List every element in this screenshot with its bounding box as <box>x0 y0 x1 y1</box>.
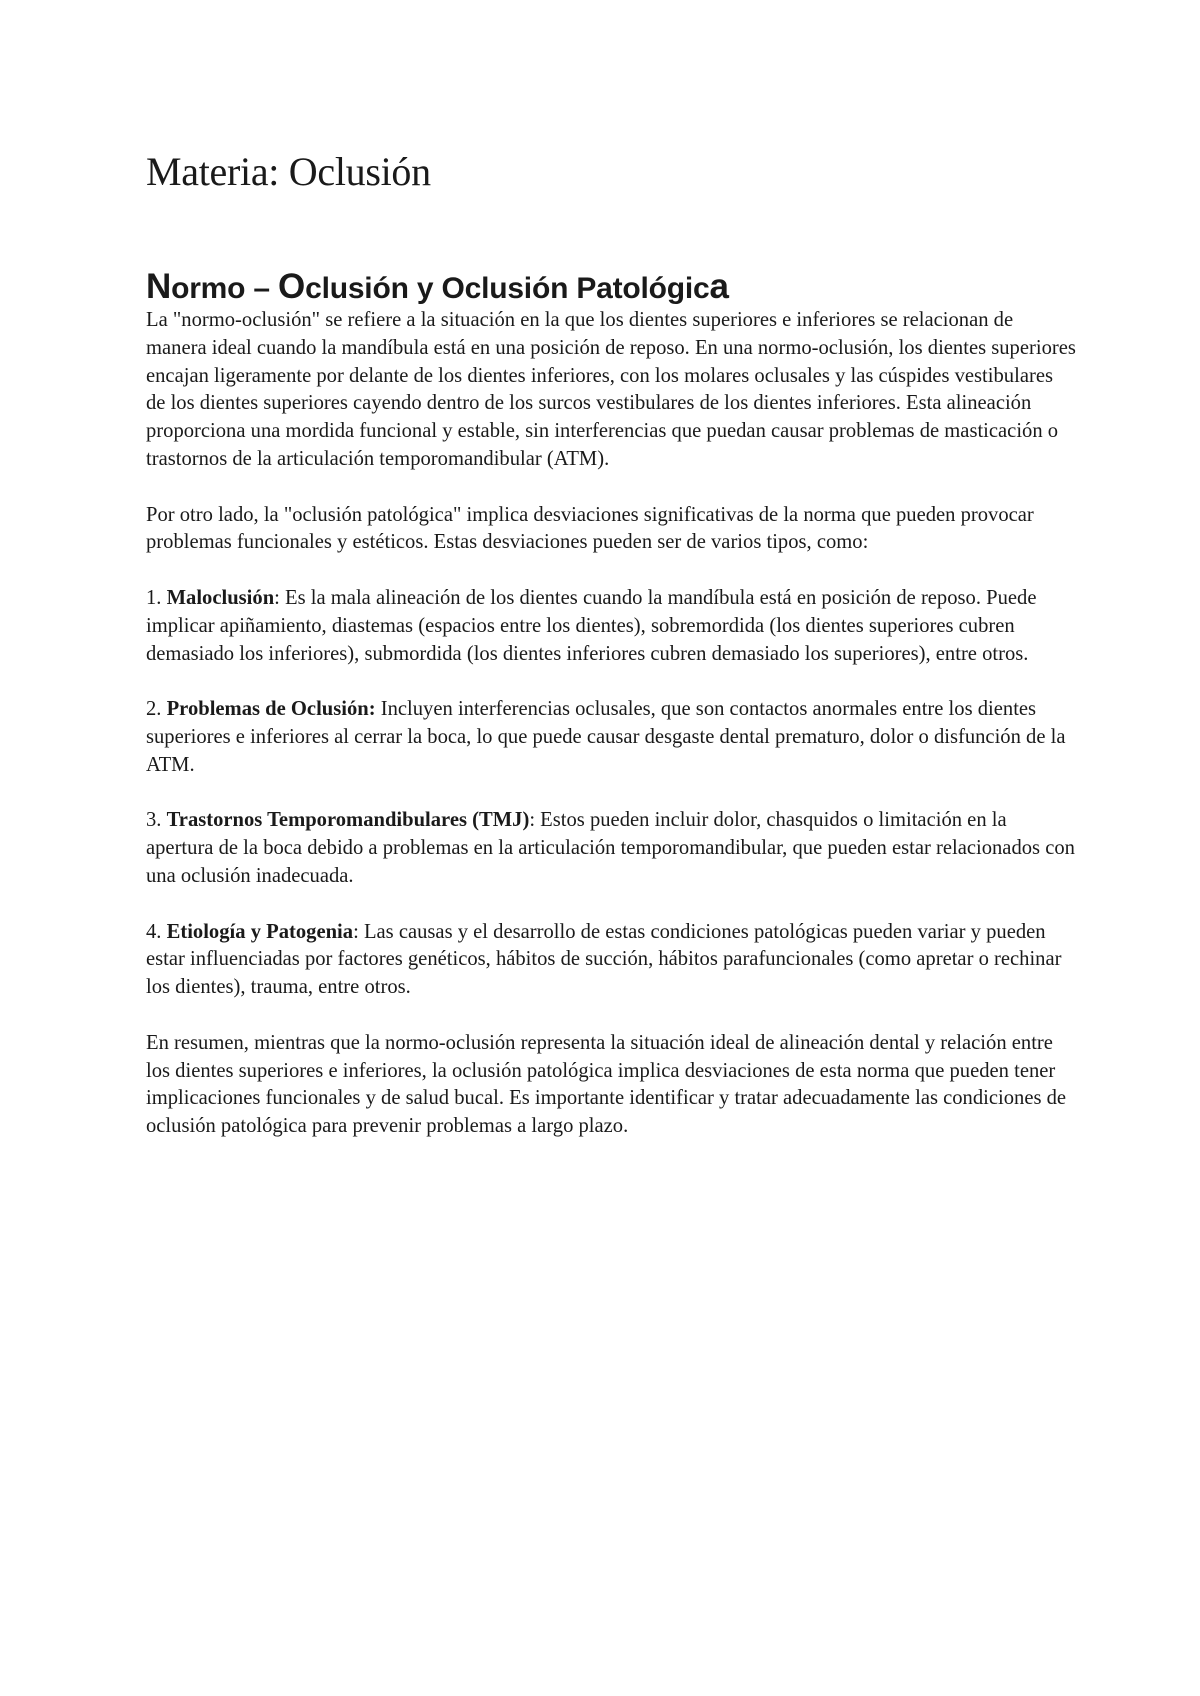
item-number: 3. <box>146 809 167 832</box>
paragraph-normo-oclusion: La "normo-oclusión" se refiere a la situación en la que los dientes superiores e inferiores se relacionan de manera ideal cuando la mandíbula está en una posición de reposo. En una normo-oclusión, los dientes superiores encajan ligeramente por delante de los dientes inferiores, con los molares oclusales y las cúspides vestibulares de los dientes superiores cayendo dentro de los surcos vestibulares de los dientes inferiores. Esta alineación proporciona una mordida funcional y estable, sin interferencias que puedan causar problemas de masticación o trastornos de la articulación temporomandibular (ATM). <box>146 309 1076 470</box>
list-item <box>146 807 1076 890</box>
heading-initial-n: N <box>146 267 172 306</box>
heading-initial-o: O <box>278 267 306 306</box>
heading-text-1: ormo – <box>171 272 279 305</box>
heading-text-2: clusión y Oclusión Patológic <box>305 272 710 305</box>
item-term: Trastornos Temporomandibulares (TMJ) <box>166 809 530 832</box>
item-text: : Las causas y el desarrollo de estas condiciones patológicas pueden variar y pueden estar influenciadas por factores genéticos, hábitos de succión, hábitos parafuncionales (como apretar o rechinar los dientes), trauma, entre otros. <box>146 920 1062 999</box>
section-heading <box>146 269 1076 307</box>
list-item <box>146 585 1076 668</box>
subject-title: Materia: Oclusión <box>146 149 431 194</box>
paragraph-summary: En resumen, mientras que la normo-oclusión representa la situación ideal de alineación dental y relación entre los dientes superiores e inferiores, la oclusión patológica implica desviaciones de esta norma que pueden tener implicaciones funcionales y de salud bucal. Es importante identificar y tratar adecuadamente las condiciones de oclusión patológica para prevenir problemas a largo plazo. <box>146 1031 1067 1138</box>
list-item <box>146 919 1076 1002</box>
list-item <box>146 696 1076 779</box>
item-term: Maloclusión <box>166 586 275 609</box>
heading-final-a: a <box>709 267 729 306</box>
item-text: : Es la mala alineación de los dientes cuando la mandíbula está en posición de reposo. Puede implicar apiñamiento, diastemas (espacios entre los dientes), sobremordida (los dientes superiores cubren demasiado los inferiores), submordida (los dientes inferiores cubren demasiado los superiores), entre otros. <box>146 586 1037 665</box>
item-term: Etiología y Patogenia <box>166 920 354 943</box>
item-text: : Estos pueden incluir dolor, chasquidos o limitación en la apertura de la boca debido a problemas en la articulación temporomandibular, que pueden estar relacionados con una oclusión inadecuada. <box>146 809 1075 887</box>
item-number: 4. <box>146 920 167 943</box>
item-number: 2. <box>146 698 167 721</box>
item-term: Problemas de Oclusión: <box>166 698 376 721</box>
document-page <box>146 148 1076 1141</box>
item-text: Incluyen interferencias oclusales, que son contactos anormales entre los dientes superiores e inferiores al cerrar la boca, lo que puede causar desgaste dental prematuro, dolor o disfunción de la ATM. <box>146 698 1066 776</box>
paragraph-oclusion-patologica: Por otro lado, la "oclusión patológica" implica desviaciones significativas de la norma que pueden provocar problemas funcionales y estéticos. Estas desviaciones pueden ser de varios tipos, como: <box>146 503 1034 554</box>
item-number: 1. <box>146 586 167 609</box>
